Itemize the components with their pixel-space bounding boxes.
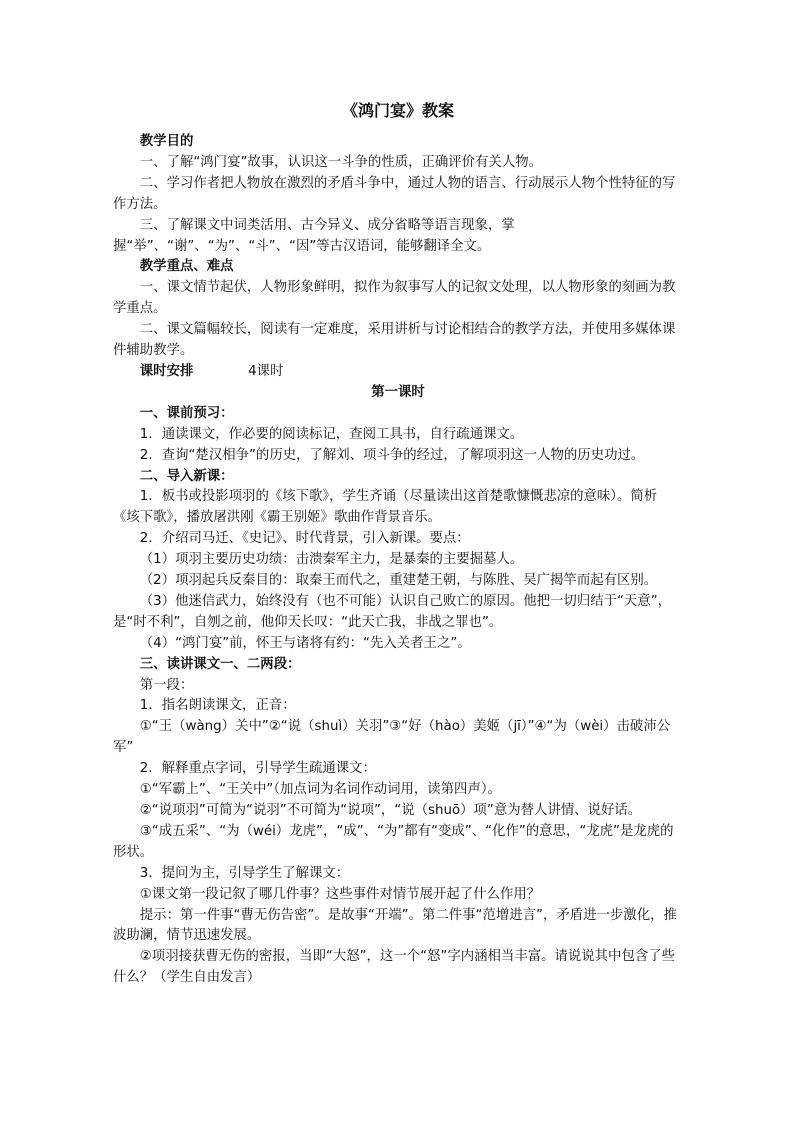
reading-item: 1．指名朗读课文，正音： [139, 698, 296, 714]
goal-item: 一、了解“鸿门宴”故事，认识这一斗争的性质，正确评价有关人物。 [139, 154, 542, 170]
page-title: 《鸿门宴》教案 [341, 101, 454, 120]
reading-item: ①课文第一段记叙了哪几件事？这些事件对情节展开起了什么作用？ [139, 886, 541, 902]
lesson-heading: 第一课时 [371, 384, 425, 400]
intro-item: （1）项羽主要历史功绩：击溃秦军主力，是暴秦的主要掘墓人。 [139, 552, 524, 568]
focus-item: 二、课文篇幅较长，阅读有一定难度，采用讲析与讨论相结合的教学方法，并使用多媒体课件辅助教学。 [113, 322, 676, 359]
reading-item: 2．解释重点字词，引导学生疏通课文： [139, 761, 376, 777]
schedule-label: 课时安排 [139, 363, 194, 379]
reading-item: ②“说项羽”可简为“说羽”不可简为“说项”，“说（shuō）项”意为替人讲情、说好话。 [139, 803, 642, 818]
preview-item: 2．查询“楚汉相争”的历史，了解刘、项斗争的经过，了解项羽这一人物的历史功过。 [139, 447, 645, 463]
intro-item: 1．板书或投影项羽的《垓下歌》，学生齐诵（尽量读出这首楚歌慷慨悲凉的意味）。简析《垓下歌》，播放屠洪刚《霸王别姬》歌曲作背景音乐。 [113, 489, 658, 526]
reading-item: ①“王（wàng）关中”②“说（shuì）关羽”③“好（hào）美姬（jī）”④“为（wèi）击破沛公军” [113, 719, 671, 756]
intro-item: 2．介绍司马迁、《史记》、时代背景，引入新课。要点： [139, 531, 470, 547]
lesson-plan-page [113, 100, 683, 989]
reading-item: 3．提问为主，引导学生了解课文： [139, 865, 350, 881]
focus-item: 一、课文情节起伏，人物形象鲜明，拟作为叙事写人的记叙文处理，以人物形象的刻画为教学重点。 [113, 280, 676, 317]
goal-item: 三、了解课文中词类活用、古今异义、成分省略等语言现象，掌握“举”、“谢”、“为”、“斗”、“因”等古汉语词，能够翻译全文。 [113, 217, 515, 254]
section-label: 第一段： [139, 677, 194, 693]
section-heading-focus: 教学重点、难点 [139, 259, 234, 275]
section-heading-intro: 二、导入新课： [139, 468, 234, 484]
section-heading-preview: 一、课前预习： [139, 405, 234, 421]
intro-item: （2）项羽起兵反秦目的：取秦王而代之，重建楚王朝，与陈胜、吴广揭竿而起有区别。 [139, 573, 658, 589]
schedule-row [113, 362, 683, 383]
schedule-value: 4课时 [248, 363, 284, 379]
section-heading-reading: 三、读讲课文一、二两段： [139, 656, 301, 672]
reading-item: ③“成五采”、“为（wéi）龙虎”，“成”、“为”都有“变成”、“化作”的意思，“龙虎”是龙虎的形状。 [113, 823, 674, 860]
reading-item: 提示：第一件事“曹无伤告密”。是故事“开端”。第二件事“范增进言”，矛盾进一步激化，推波助澜，情节迅速发展。 [113, 907, 677, 944]
reading-item: ①“军霸上”、“王关中”（加点词为名词作动词用，读第四声）。 [139, 782, 501, 798]
reading-item: ②项羽接获曹无伤的密报，当即“大怒”，这一个“怒”字内涵相当丰富。请说说其中包含了些什么？（学生自由发言） [113, 949, 676, 986]
goal-item: 二、学习作者把人物放在激烈的矛盾斗争中，通过人物的语言、行动展示人物个性特征的写作方法。 [113, 175, 676, 212]
section-heading-goals: 教学目的 [139, 134, 194, 149]
preview-item: 1．通读课文，作必要的阅读标记，查阅工具书，自行疏通课文。 [139, 426, 524, 442]
intro-item: （3）他迷信武力，始终没有（也不可能）认识自己败亡的原因。他把一切归结于“天意”，是“时不利”，自刎之前，他仰天长叹：“此天亡我，非战之罪也”。 [113, 593, 672, 630]
intro-item: （4）“鸿门宴”前，怀王与诸将有约：“先入关者王之”。 [139, 635, 471, 651]
